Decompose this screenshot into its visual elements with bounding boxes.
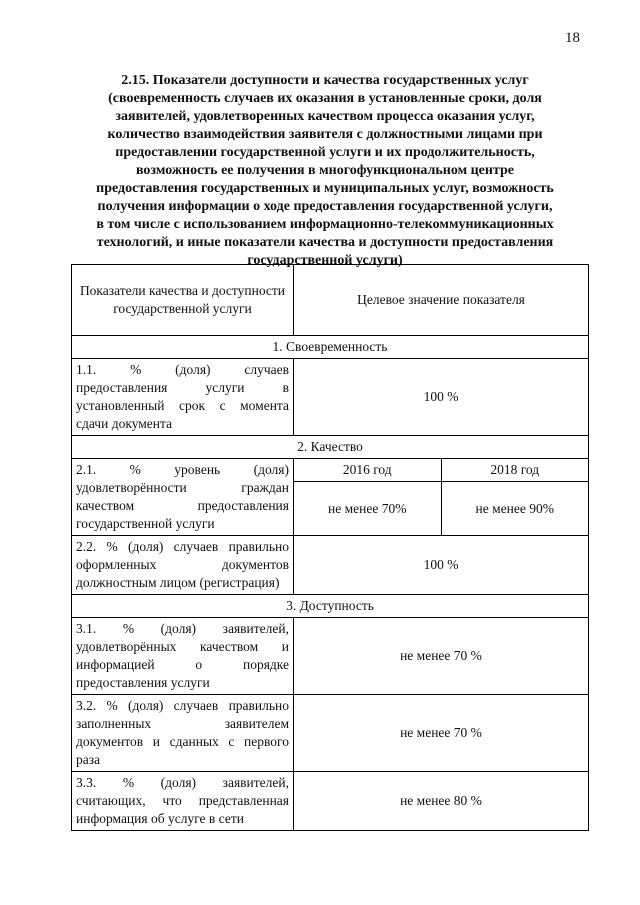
- section-row: [72, 436, 589, 459]
- heading-line: предоставления государственных и муниципальных услуг, возможность: [96, 181, 554, 196]
- page-number: 18: [565, 30, 580, 46]
- indicator-label: 2.2. % (доля) случаев правильно оформленных документов должностным лицом (регистрация): [72, 536, 294, 595]
- year-header-a: 2016 год: [294, 459, 442, 482]
- indicator-value: 100 %: [294, 536, 589, 595]
- header-indicator: Показатели качества и доступности государственной услуги: [72, 265, 294, 336]
- section-title-quality: 2. Качество: [72, 436, 589, 459]
- indicator-value: не менее 70 %: [294, 695, 589, 772]
- heading-line: получения информации о ходе предоставления государственной услуги,: [97, 199, 553, 214]
- table-row: [72, 695, 589, 772]
- indicators-table: [71, 264, 589, 831]
- section-row: [72, 595, 589, 618]
- table-row: [72, 772, 589, 831]
- indicator-value: 100 %: [294, 359, 589, 436]
- indicator-label: 2.1. % уровень (доля) удовлетворённости граждан качеством предоставления государственной услуги: [72, 459, 294, 536]
- heading-line: возможность ее получения в многофункциональном центре: [135, 163, 515, 178]
- heading-line: заявителей, удовлетворенных качеством процесса оказания услуг,: [115, 109, 535, 124]
- table-row: [72, 459, 589, 482]
- header-target-value: Целевое значение показателя: [294, 265, 589, 336]
- table-row: [72, 359, 589, 436]
- heading-line: количество взаимодействия заявителя с должностными лицами при: [107, 127, 543, 142]
- heading-line: технологий, и иные показатели качества и доступности предоставления: [96, 235, 554, 250]
- table-row: [72, 618, 589, 695]
- table-row: [72, 536, 589, 595]
- indicator-label: 3.1. % (доля) заявителей, удовлетворённых качеством и информацией о порядке предоставления услуги: [72, 618, 294, 695]
- heading-line: 2.15. Показатели доступности и качества государственных услуг: [121, 73, 529, 88]
- section-row: [72, 336, 589, 359]
- indicator-value: не менее 80 %: [294, 772, 589, 831]
- year-header-b: 2018 год: [441, 459, 589, 482]
- indicator-value-a: не менее 70%: [294, 482, 442, 536]
- section-title-accessibility: 3. Доступность: [72, 595, 589, 618]
- indicator-label: 3.3. % (доля) заявителей, считающих, что представленная информация об услуге в сети: [72, 772, 294, 831]
- indicator-value: не менее 70 %: [294, 618, 589, 695]
- section-title-timeliness: 1. Своевременность: [72, 336, 589, 359]
- heading-line: предоставлении государственной услуги и их продолжительность,: [115, 145, 535, 160]
- table-header-row: [72, 265, 589, 336]
- indicator-label: 3.2. % (доля) случаев правильно заполненных заявителем документов и сданных с первого раза: [72, 695, 294, 772]
- heading-line: (своевременность случаев их оказания в установленные сроки, доля: [108, 91, 542, 106]
- indicator-label: 1.1. % (доля) случаев предоставления услуги в установленный срок с момента сдачи документа: [72, 359, 294, 436]
- heading-line: государственной услуги): [247, 253, 403, 268]
- section-heading: [70, 72, 580, 270]
- heading-line: в том числе с использованием информационно-телекоммуникационных: [96, 217, 554, 232]
- indicator-value-b: не менее 90%: [441, 482, 589, 536]
